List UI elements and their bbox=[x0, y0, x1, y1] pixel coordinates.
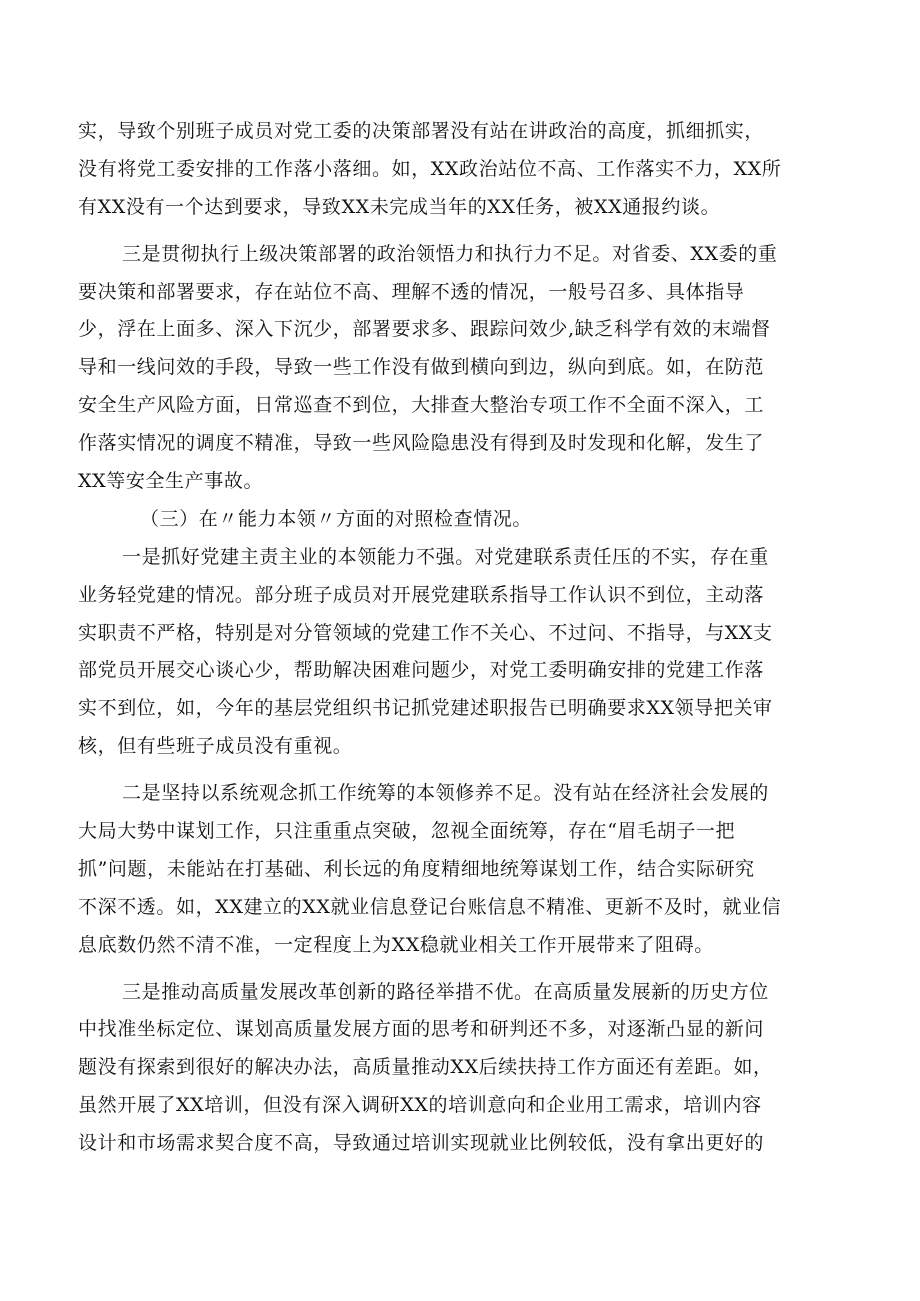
text-line: 业务轻党建的情况。部分班子成员对开展党建联系指导工作认识不到位，主动落 bbox=[78, 583, 765, 606]
paragraph-start-line: 一是抓好党建主责主业的本领能力不强。对党建联系责任压的不实，存在重 bbox=[122, 545, 769, 568]
text-line: 息底数仍然不清不准，一定程度上为XX稳就业相关工作开展带来了阻碍。 bbox=[78, 933, 714, 956]
section-heading: （三）在〃能力本领〃方面的对照检查情况。 bbox=[140, 507, 533, 530]
text-line: 实不到位，如，今年的基层党组织书记抓党建述职报告已明确要求XX领导把关审 bbox=[78, 697, 773, 720]
text-line: XX等安全生产事故。 bbox=[78, 470, 264, 493]
text-line: 大局大势中谋划工作，只注重重点突破，忽视全面统筹，存在“眉毛胡子一把 bbox=[78, 820, 736, 843]
text-line: 设计和市场需求契合度不高，导致通过培训实现就业比例较低，没有拿出更好的 bbox=[78, 1132, 765, 1155]
text-line: 导和一线问效的手段，导致一些工作没有做到横向到边，纵向到底。如，在防范 bbox=[78, 356, 765, 379]
text-line: 部党员开展交心谈心少，帮助解决困难问题少，对党工委明确安排的党建工作落 bbox=[78, 659, 765, 682]
text-line: 要决策和部署要求，存在站位不高、理解不透的情况，一般号召多、具体指导 bbox=[78, 280, 745, 303]
text-line: 不深不透。如，XX建立的XX就业信息登记台账信息不精准、更新不及时，就业信 bbox=[78, 895, 782, 918]
text-line: 作落实情况的调度不精准，导致一些风险隐患没有得到及时发现和化解，发生了 bbox=[78, 432, 765, 455]
text-line: 有XX没有一个达到要求，导致XX未完成当年的XX任务，被XX通报约谈。 bbox=[78, 195, 721, 218]
text-line: 没有将党工委安排的工作落小落细。如，XX政治站位不高、工作落实不力，XX所 bbox=[78, 157, 782, 180]
paragraph-start-line: 三是推动高质量发展改革创新的路径举措不优。在高质量发展新的历史方位 bbox=[122, 980, 769, 1003]
text-line: 抓”问题，未能站在打基础、利长远的角度精细地统筹谋划工作，结合实际研究 bbox=[78, 857, 755, 880]
text-line: 中找准坐标定位、谋划高质量发展方面的思考和研判还不多，对逐渐凸显的新问 bbox=[78, 1018, 765, 1041]
text-line: 虽然开展了XX培训，但没有深入调研XX的培训意向和企业用工需求，培训内容 bbox=[78, 1094, 762, 1117]
text-line: 少，浮在上面多、深入下沉少，部署要求多、跟踪问效少,缺乏科学有效的末端督 bbox=[78, 318, 771, 341]
text-line: 核，但有些班子成员没有重视。 bbox=[78, 735, 353, 758]
text-line: 安全生产风险方面，日常巡查不到位，大排查大整治专项工作不全面不深入，工 bbox=[78, 394, 765, 417]
paragraph-start-line: 三是贯彻执行上级决策部署的政治领悟力和执行力不足。对省委、XX委的重 bbox=[122, 242, 778, 265]
text-line: 实，导致个别班子成员对党工委的决策部署没有站在讲政治的高度，抓细抓实， bbox=[78, 120, 765, 142]
paragraph-start-line: 二是坚持以系统观念抓工作统筹的本领修养不足。没有站在经济社会发展的 bbox=[122, 782, 769, 805]
text-line: 实职责不严格，特别是对分管领域的党建工作不关心、不过问、不指导，与XX支 bbox=[78, 621, 773, 644]
text-line: 题没有探索到很好的解决办法，高质量推动XX后续扶持工作方面还有差距。如， bbox=[78, 1056, 773, 1079]
body-text bbox=[78, 113, 850, 1163]
